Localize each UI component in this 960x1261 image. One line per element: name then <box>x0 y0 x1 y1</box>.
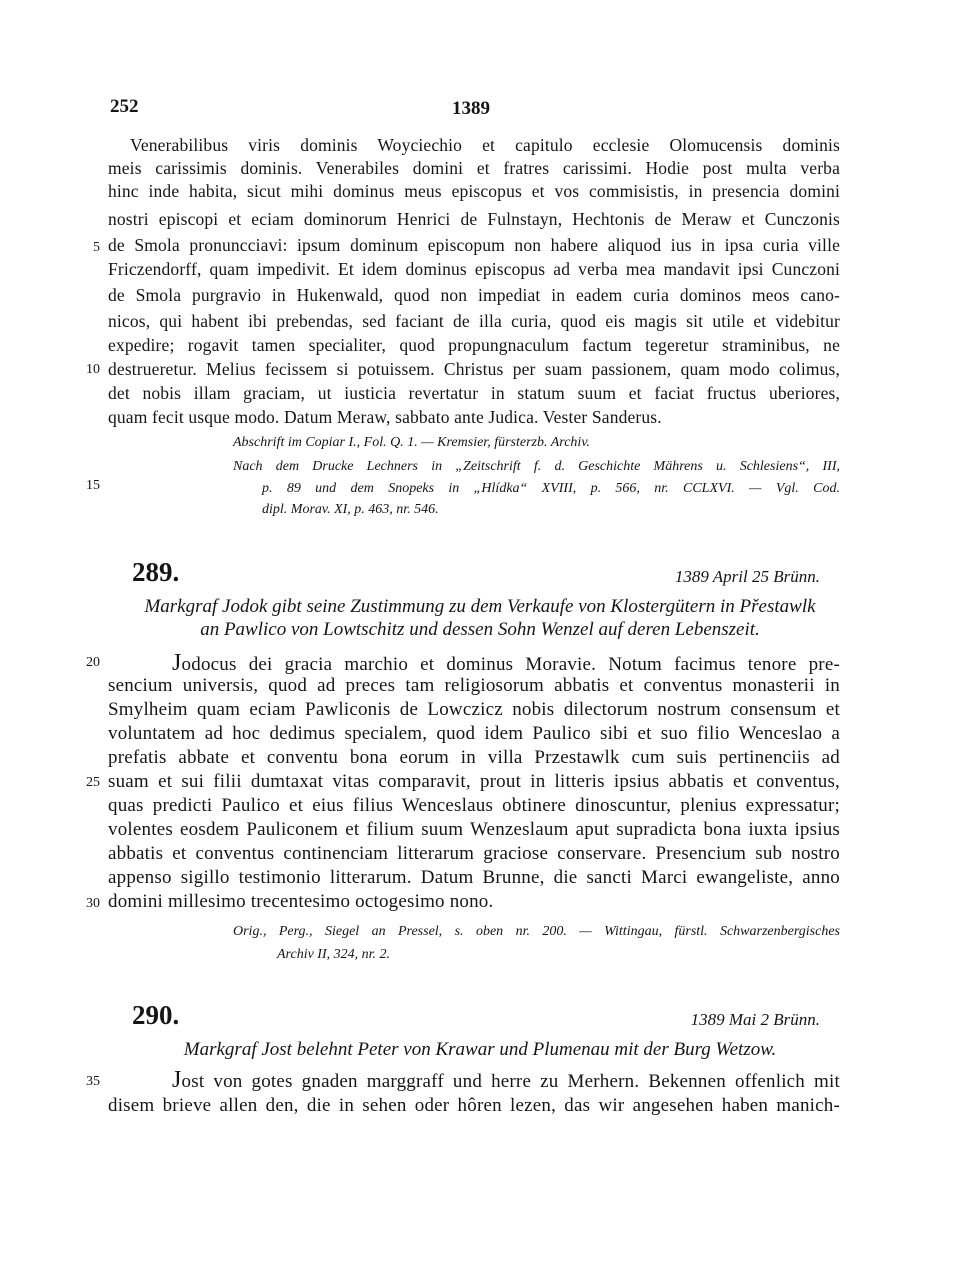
line-number-25: 25 <box>86 775 100 790</box>
doc290-first-line-text: ost von gotes gnaden marggraff und herre zu Merhern. Bekennen offenlich mit <box>181 1071 840 1092</box>
line-number-15: 15 <box>86 478 100 493</box>
doc288-note-2: Nach dem Drucke Lechners in „Zeitschrift f. d. Geschichte Mährens u. Schlesiens“, III, <box>233 459 840 474</box>
doc288-line-9: expedire; rogavit tamen specialiter, quod propungnaculum factum tegeretur straminibus, ne <box>108 335 840 355</box>
doc288-note-4: dipl. Morav. XI, p. 463, nr. 546. <box>262 502 439 517</box>
doc288-line-3: hinc inde habita, sicut mihi dominus meus episcopus et vos commisistis, in presencia domini <box>108 181 840 201</box>
doc290-initial: J <box>172 1067 182 1093</box>
doc289-line-5: prefatis abbate et conventu bona eorum in villa Przestawlk cum suis pertinenciis ad <box>108 747 840 768</box>
doc288-line-11: det nobis illam graciam, ut iusticia revertatur in statum suum et faciat fructus uberiores, <box>108 383 840 403</box>
page-number: 252 <box>110 96 139 117</box>
doc289-initial: J <box>172 650 182 676</box>
doc288-line-2: meis carissimis dominis. Venerabiles domini et fratres carissimi. Hodie post multa verba <box>108 158 840 178</box>
doc288-line-7: de Smola purgravio in Hukenwald, quod non impediat in eadem curia dominos meos cano- <box>108 285 840 305</box>
doc289-note-1: Orig., Perg., Siegel an Pressel, s. oben nr. 200. — Wittingau, fürstl. Schwarzenbergisches <box>233 924 840 939</box>
doc289-line-3: Smylheim quam eciam Pawliconis de Lowczicz nobis dilectorum nostrum consensum et <box>108 699 840 720</box>
doc288-note-1: Abschrift im Copiar I., Fol. Q. 1. — Kremsier, fürsterzb. Archiv. <box>233 435 590 450</box>
line-number-35: 35 <box>86 1074 100 1089</box>
doc288-note-3: p. 89 und dem Snopeks in „Hlídka“ XVIII, p. 566, nr. CCLXVI. — Vgl. Cod. <box>262 481 840 496</box>
doc289-line-4: voluntatem ad hoc dedimus specialem, quod idem Paulico sibi et suo filio Wenceslao a <box>108 723 840 744</box>
doc290-regest: Markgraf Jost belehnt Peter von Krawar und Plumenau mit der Burg Wetzow. <box>183 1039 777 1060</box>
doc289-note-2: Archiv II, 324, nr. 2. <box>277 947 391 962</box>
doc290-number: 290. <box>132 1000 180 1030</box>
line-number-30: 30 <box>86 896 100 911</box>
doc288-line-5: de Smola pronuncciavi: ipsum dominum episcopum non habere aliquod ius in ipsa curia ville <box>108 235 840 255</box>
doc289-regest-1: Markgraf Jodok gibt seine Zustimmung zu dem Verkaufe von Klostergütern in Přestawlk <box>144 596 816 617</box>
doc290-line-1 <box>172 1068 840 1094</box>
doc289-line-10: appenso sigillo testimonio litterarum. Datum Brunne, die sancti Marci ewangeliste, anno <box>108 867 840 888</box>
doc288-line-12: quam fecit usque modo. Datum Meraw, sabbato ante Judica. Vester Sanderus. <box>108 407 662 427</box>
doc289-number: 289. <box>132 557 180 587</box>
doc289-line-9: abbatis et conventus continenciam litterarum graciose conservare. Presencium sub nostro <box>108 843 840 864</box>
running-year: 1389 <box>452 98 490 119</box>
doc289-line-7: quas predicti Paulico et eius filius Wenceslaus obtinere dinoscuntur, plenius expressatur; <box>108 795 840 816</box>
line-number-5: 5 <box>93 240 100 255</box>
doc288-line-10: destrueretur. Melius fecissem si potuissem. Christus per suam passionem, quam modo colimus, <box>108 359 840 379</box>
doc288-line-8: nicos, qui habent ibi prebendas, sed faciant de illa curia, quod eis magis sit utile et videbitur <box>108 311 840 331</box>
line-number-10: 10 <box>86 362 100 377</box>
doc290-line-2: disem brieve allen den, die in sehen oder hôren lezen, das wir angesehen haben manich- <box>108 1095 840 1116</box>
doc289-line-8: volentes eosdem Pauliconem et filium suum Wenzeslaum aput supradicta bona iuxta ipsius <box>108 819 840 840</box>
doc288-line-6: Friczendorff, quam impedivit. Et idem dominus episcopus ad verba mea mandavit ipsi Cunczoni <box>108 259 840 279</box>
doc289-line-6: suam et sui filii dumtaxat vitas comparavit, prout in litteris ipsius abbatis et conventus, <box>108 771 840 792</box>
doc289-line-2: sencium universis, quod ad preces tam religiosorum abbatis et conventus monasterii in <box>108 675 840 696</box>
doc290-date: 1389 Mai 2 Brünn. <box>690 1010 820 1029</box>
doc289-line-11: domini millesimo trecentesimo octogesimo nono. <box>108 891 494 912</box>
doc288-line-4: nostri episcopi et eciam dominorum Henrici de Fulnstayn, Hechtonis de Meraw et Cunczonis <box>108 209 840 229</box>
doc288-line-1: Venerabilibus viris dominis Woyciechio et capitulo ecclesie Olomucensis dominis <box>130 135 840 155</box>
doc289-first-line-text: odocus dei gracia marchio et dominus Moravie. Notum facimus tenore pre- <box>181 654 840 675</box>
line-number-20: 20 <box>86 655 100 670</box>
doc289-date: 1389 April 25 Brünn. <box>674 567 820 586</box>
doc289-regest-2: an Pawlico von Lowtschitz und dessen Sohn Wenzel auf deren Lebenszeit. <box>200 619 760 640</box>
